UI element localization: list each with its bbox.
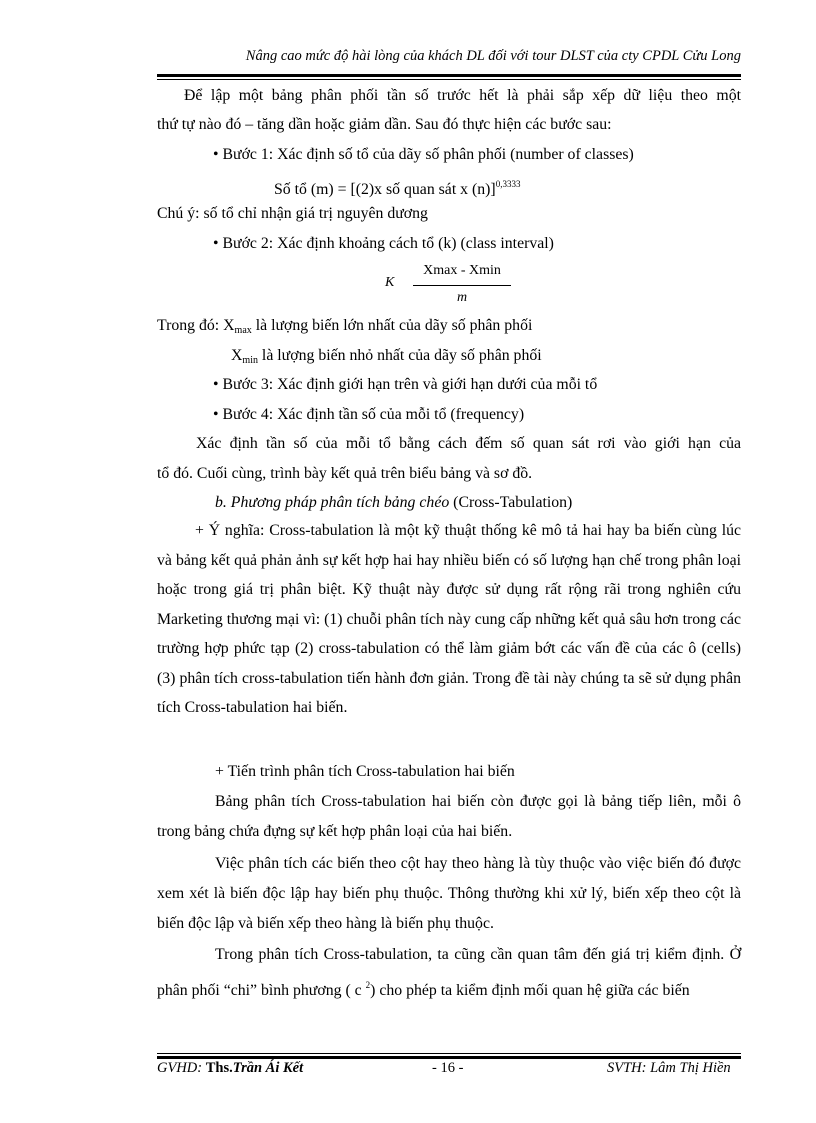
where-min xyxy=(231,346,542,371)
where-prefix: Trong đó: X xyxy=(157,317,235,334)
meaning-paragraph: + Ý nghĩa: Cross-tabulation là một kỹ thuật thống kê mô tả hai hay ba biến cùng lúc và bảng kết quả phản ảnh sự kết hợp hai hay nhiều biến có số lượng hạn chế trong phân loại hoặc trong giá trị phân biệt. Kỹ thuật này được sử dụng rất rộng rãi trong nghiên cứu Marketing thương mại vì: (1) chuỗi phân tích này cung cấp những kết quả sâu hơn trong các trường hợp phức tạp (2) cross-tabulation có thể làm giảm bớt các vấn đề của các ô (cells) (3) phân tích cross-tabulation tiến hành đơn giản. Trong đề tài này chúng ta sẽ sử dụng phân tích Cross-tabulation hai biến. xyxy=(157,522,741,716)
step-2: • Bước 2: Xác định khoảng cách tổ (k) (class interval) xyxy=(213,235,554,252)
note: Chú ý: số tổ chỉ nhận giá trị nguyên dương xyxy=(157,205,428,222)
header-rule xyxy=(157,74,741,77)
page-header: Nâng cao mức độ hài lòng của khách DL đối với tour DLST của cty CPDL Cửu Long xyxy=(245,48,741,64)
where-sub-min: min xyxy=(242,355,258,366)
chi-square-exponent: 2 xyxy=(365,980,371,990)
footer-rule-thin xyxy=(157,1053,741,1054)
where-sub-max: max xyxy=(234,325,252,336)
step-1: • Bước 1: Xác định số tổ của dãy số phân phối (number of classes) xyxy=(213,146,634,163)
section-b-title: b. Phương pháp phân tích bảng chéo xyxy=(215,494,450,511)
formula-class-interval xyxy=(385,263,515,313)
frequency-line-2: tổ đó. Cuối cùng, trình bày kết quả trên biểu bảng và sơ đồ. xyxy=(157,465,533,482)
footer-gvhd-name: Trần Ái Kết xyxy=(232,1060,304,1076)
footer-gvhd-title: Ths. xyxy=(205,1060,233,1076)
header-rule-thin xyxy=(157,79,741,80)
process-title: + Tiến trình phân tích Cross-tabulation hai biến xyxy=(215,763,515,780)
where-max xyxy=(157,316,532,341)
process-paragraph-3-b: ) cho phép ta kiểm định mối quan hệ giữa các biến xyxy=(370,982,690,999)
step-3: • Bước 3: Xác định giới hạn trên và giới hạn dưới của mỗi tổ xyxy=(213,376,598,393)
footer-gvhd-label: GVHD: xyxy=(157,1060,206,1076)
where-max-text: là lượng biến lớn nhất của dãy số phân phối xyxy=(251,317,533,334)
process-paragraph-2: Việc phân tích các biến theo cột hay theo hàng là tùy thuộc vào việc biến đó được xem xét là biến độc lập hay biến phụ thuộc. Thông thường khi xử lý, biến xếp theo cột là biến độc lập và biến xếp theo hàng là biến phụ thuộc. xyxy=(157,855,741,932)
intro-line-1: Để lập một bảng phân phối tần số trước hết là phải sắp xếp dữ liệu theo một xyxy=(184,87,741,104)
footer-supervisor xyxy=(157,1060,303,1077)
where-x: X xyxy=(231,347,243,364)
page-number: - 16 - xyxy=(432,1060,464,1076)
formula-class-count xyxy=(274,174,520,200)
where-min-text: là lượng biến nhỏ nhất của dãy số phân phối xyxy=(257,347,542,364)
formula-class-count-main: Số tổ (m) = [(2)x số quan sát x (n)] xyxy=(274,181,496,198)
footer-student: SVTH: Lâm Thị Hiền xyxy=(607,1060,731,1076)
formula-denominator: m xyxy=(456,290,468,305)
section-b-subtitle: (Cross-Tabulation) xyxy=(449,494,573,511)
process-paragraph-3 xyxy=(157,940,741,1006)
fraction-bar xyxy=(413,285,511,286)
formula-class-count-exponent: 0,3333 xyxy=(495,179,521,189)
footer-rule xyxy=(157,1056,741,1059)
process-paragraph-3-a: Trong phân tích Cross-tabulation, ta cũng cần quan tâm đến giá trị kiểm định. Ở phân phối “chi” bình phương ( c xyxy=(157,946,741,999)
step-4: • Bước 4: Xác định tần số của mỗi tổ (frequency) xyxy=(213,406,525,423)
intro-line-2: thứ tự nào đó – tăng dần hoặc giảm dần. Sau đó thực hiện các bước sau: xyxy=(157,116,612,133)
process-paragraph-1: Bảng phân tích Cross-tabulation hai biến còn được gọi là bảng tiếp liên, mỗi ô trong bảng chứa đựng sự kết hợp phân loại của hai biến. xyxy=(157,793,741,840)
formula-k: K xyxy=(385,275,395,290)
section-b-heading xyxy=(215,493,572,513)
formula-numerator: Xmax - Xmin xyxy=(423,263,501,278)
frequency-line-1: Xác định tần số của mỗi tổ bằng cách đếm số quan sát rơi vào giới hạn của xyxy=(196,435,741,452)
